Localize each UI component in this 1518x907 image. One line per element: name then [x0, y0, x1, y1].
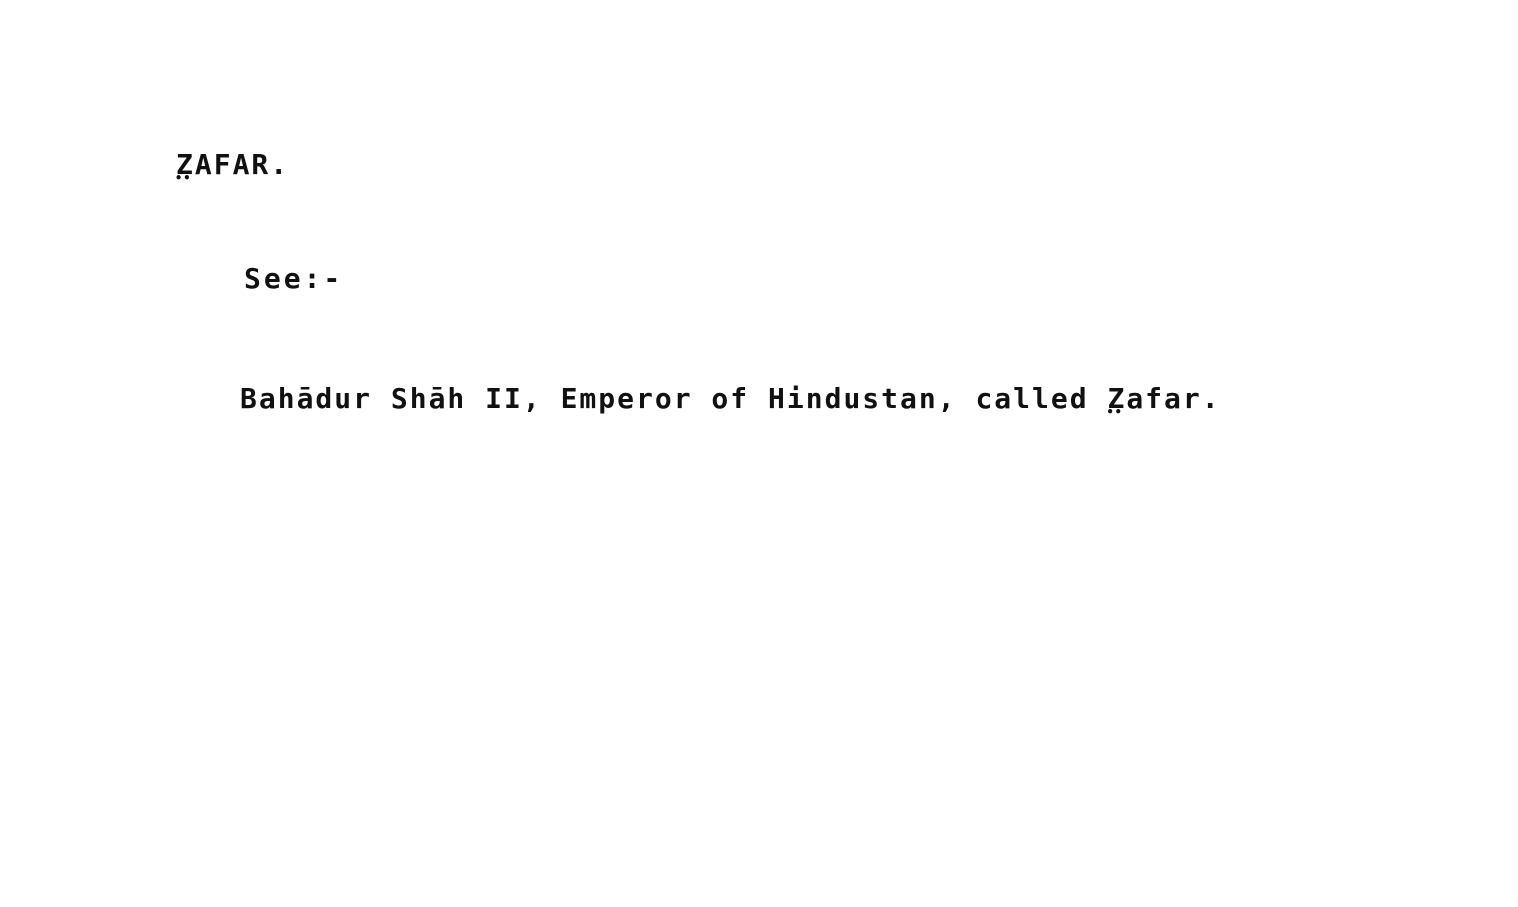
- entry-prefix: Bahādur Shāh II, Emperor of Hindustan, called: [240, 382, 1108, 415]
- see-reference-label: See:-: [244, 262, 344, 295]
- cross-reference-entry: [240, 382, 1221, 415]
- heading: [176, 148, 289, 181]
- heading-rest: AFAR.: [194, 148, 290, 181]
- heading-dotted-letter: Z ••: [176, 148, 195, 181]
- entry-dotted-letter: Z ••: [1107, 382, 1126, 415]
- entry-suffix: afar.: [1126, 382, 1221, 415]
